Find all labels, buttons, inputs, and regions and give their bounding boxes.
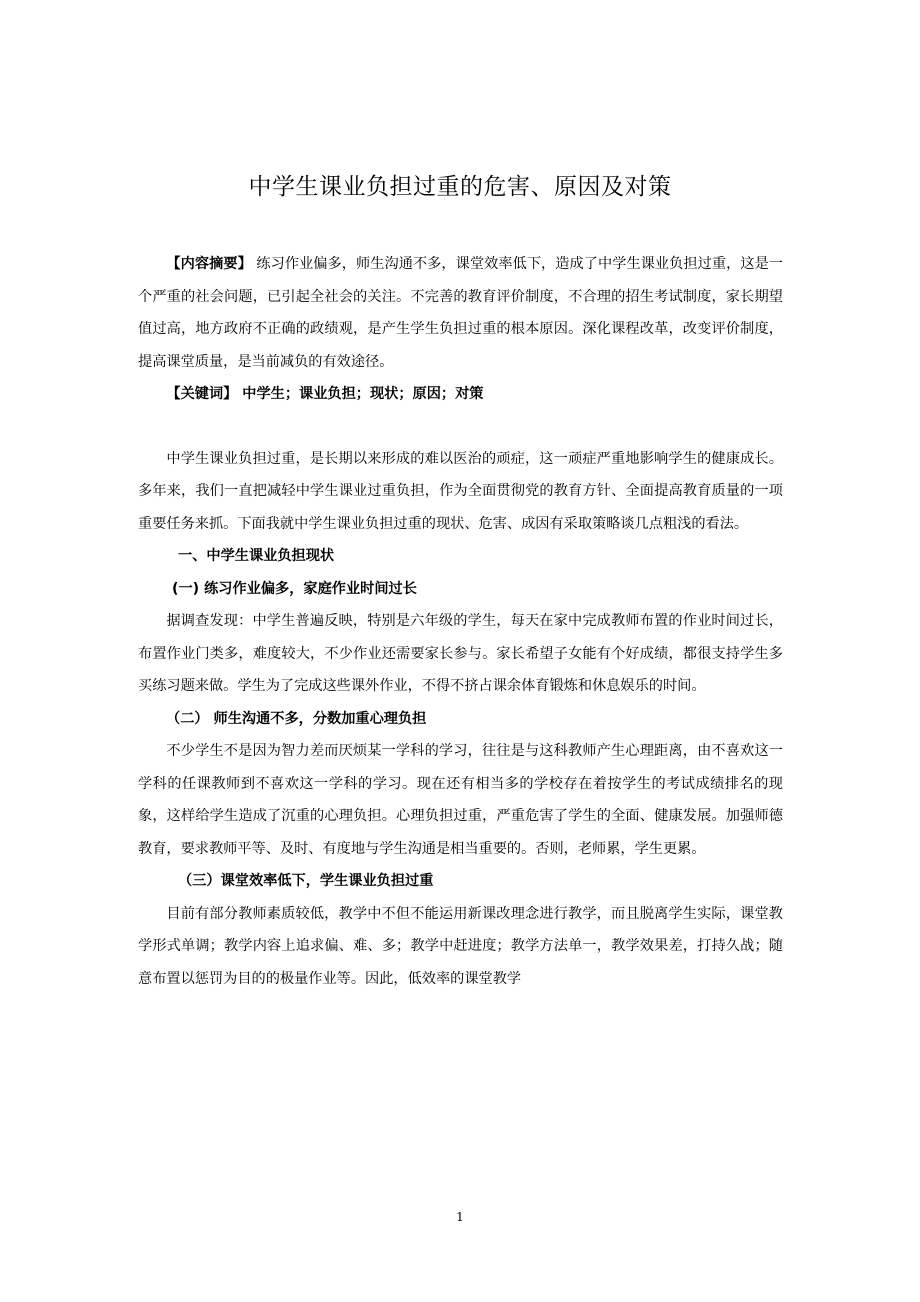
subsection-heading: （三）课堂效率低下，学生课业负担过重: [178, 873, 434, 889]
document-title: 中学生课业负担过重的危害、原因及对策: [248, 174, 672, 200]
subsection-paragraph: 据调查发现：中学生普遍反映，特别是六年级的学生，每天在家中完成教师布置的作业时间过长，布置作业门类多，难度较大，不少作业还需要家长参与。家长希望子女能有个好成绩，都很支持学生多买练习题来做。学生为了完成这些课外作业，不得不挤占课余体育锻炼和休息娱乐的时间。: [138, 613, 783, 694]
subsection-heading: (一) 练习作业偏多，家庭作业时间过长: [172, 580, 417, 597]
abstract-text: 练习作业偏多，师生沟通不多，课堂效率低下，造成了中学生课业负担过重，这是一个严重的社会问题，已引起全社会的关注。不完善的教育评价制度，不合理的招生考试制度，家长期望值过高，地方政府不正确的政绩观，是产生学生负担过重的根本原因。深化课程改革，改变评价制度，提高课堂质量，是当前减负的有效途径。: [138, 256, 783, 370]
page-number: 1: [456, 1210, 464, 1224]
subsection-paragraph: 目前有部分教师素质较低，教学中不但不能运用新课改理念进行教学，而且脱离学生实际，课堂教学形式单调；教学内容上追求偏、难、多；教学中赶进度；教学方法单一，教学效果差，打持久战；随意布置以惩罚为目的的极量作业等。因此，低效率的课堂教学: [138, 905, 783, 987]
subsection-heading: （二） 师生沟通不多，分数加重心理负担: [166, 710, 427, 727]
document-body: [138, 248, 783, 995]
intro-paragraph: 中学生课业负担过重，是长期以来形成的难以医治的顽症，这一顽症严重地影响学生的健康成长。多年来，我们一直把减轻中学生课业过重负担，作为全面贯彻党的教育方针、全面提高教育质量的一项重要任务来抓。下面我就中学生课业负担过重的现状、危害、成因有采取策略谈几点粗浅的看法。: [138, 450, 783, 532]
keywords-label: 【关键词】: [166, 386, 238, 402]
keywords-text: 中学生；课业负担；现状；原因；对策: [237, 386, 484, 402]
keywords-paragraph: [138, 378, 783, 411]
subsection-paragraph: 不少学生不是因为智力差而厌烦某一学科的学习，往往是与这科教师产生心理距离，由不喜欢这一学科的任课教师到不喜欢这一学科的学习。现在还有相当多的学校存在着按学生的考试成绩排名的现象，这样给学生造成了沉重的心理负担。心理负担过重，严重危害了学生的全面、健康发展。加强师德教育，要求教师平等、及时、有度地与学生沟通是相当重要的。否则，老师累，学生更累。: [138, 743, 783, 857]
spacer: [138, 411, 783, 443]
section-heading: 一、中学生课业负担现状: [178, 548, 335, 564]
abstract-paragraph: [138, 248, 783, 378]
abstract-label: 【内容摘要】: [166, 256, 252, 272]
